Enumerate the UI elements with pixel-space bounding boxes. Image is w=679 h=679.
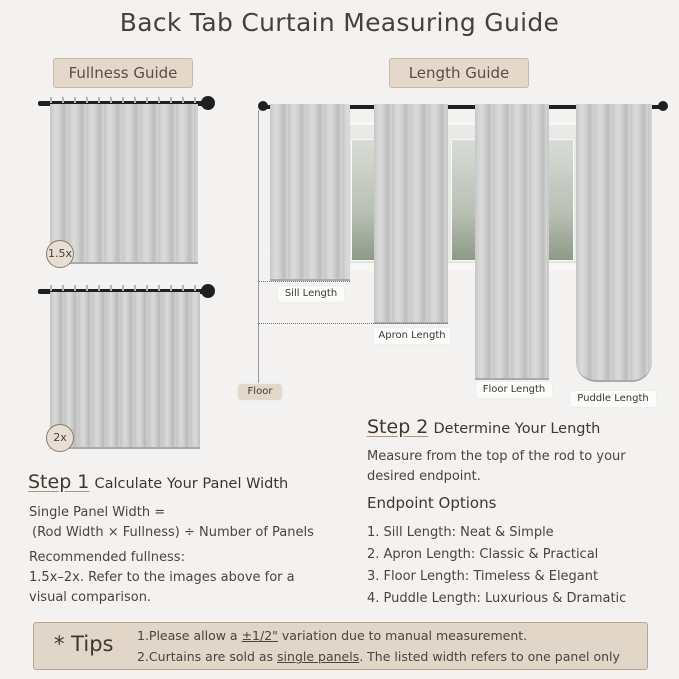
step-1-line: Single Panel Width = <box>29 505 166 520</box>
floor-line-label: Floor <box>238 384 282 400</box>
rod-finial <box>258 101 268 111</box>
sill-length-label: Sill Length <box>278 286 344 302</box>
curtain-panel <box>50 104 198 264</box>
fullness-guide-tag: Fullness Guide <box>53 58 193 88</box>
endpoint-option: 4. Puddle Length: Luxurious & Dramatic <box>367 591 627 606</box>
floor-length-curtain <box>475 104 549 380</box>
puddle-length-label: Puddle Length <box>570 391 656 407</box>
tip-text: 2.Curtains are sold as <box>137 649 278 664</box>
step-2-number: Step 2 <box>367 416 429 438</box>
endpoint-option: 2. Apron Length: Classic & Practical <box>367 547 599 562</box>
length-guide-tag: Length Guide <box>389 58 529 88</box>
sill-line <box>258 281 350 282</box>
step-2-heading <box>367 416 600 438</box>
apron-length-curtain <box>374 104 448 324</box>
step-2-line: desired endpoint. <box>367 469 481 484</box>
step-1-number: Step 1 <box>28 471 90 493</box>
floor-length-label: Floor Length <box>476 382 552 398</box>
step-1-recommendation <box>29 548 339 608</box>
window-pane <box>547 139 574 261</box>
tip-emphasis: single panels <box>277 649 360 664</box>
tip-text: 1.Please allow a <box>137 628 242 643</box>
curtain-panel <box>50 292 200 449</box>
tip-emphasis: ±1/2" <box>241 628 278 643</box>
endpoint-option: 1. Sill Length: Neat & Simple <box>367 525 554 540</box>
sill-length-curtain <box>270 104 350 281</box>
endpoint-options-title: Endpoint Options <box>367 494 497 512</box>
rod-finial <box>658 101 668 111</box>
endpoint-option: 3. Floor Length: Timeless & Elegant <box>367 569 599 584</box>
endpoint-options-list <box>367 522 667 610</box>
tip-1 <box>137 625 642 646</box>
step-1-title: Calculate Your Panel Width <box>94 476 289 492</box>
apron-length-label: Apron Length <box>374 328 450 344</box>
tips-list <box>137 625 642 667</box>
puddle-length-curtain <box>576 104 652 382</box>
step-1-line: 1.5x–2x. Refer to the images above for a <box>29 570 295 585</box>
tip-text: variation due to manual measurement. <box>277 628 528 643</box>
tip-text: . The listed width refers to one panel only <box>359 649 620 664</box>
page-title: Back Tab Curtain Measuring Guide <box>119 8 560 37</box>
tip-2 <box>137 646 642 667</box>
rod-finial <box>201 96 215 110</box>
step-1-line: Recommended fullness: <box>29 550 185 565</box>
step-1-line: visual comparison. <box>29 590 152 605</box>
back-tabs <box>50 285 200 291</box>
apron-line <box>258 323 448 324</box>
measure-line <box>258 110 259 390</box>
rod-finial <box>201 284 215 298</box>
tips-box <box>33 622 648 670</box>
step-1-formula <box>29 503 339 543</box>
step-2-title: Determine Your Length <box>433 421 601 437</box>
back-tabs <box>50 97 198 103</box>
fullness-badge-2x: 2x <box>46 424 74 452</box>
step-1-line: (Rod Width × Fullness) ÷ Number of Panels <box>32 525 314 540</box>
step-1-heading <box>28 471 288 493</box>
tips-label: * Tips <box>54 632 114 656</box>
fullness-badge-1-5x: 1.5x <box>46 240 74 268</box>
step-2-description <box>367 447 667 487</box>
step-2-line: Measure from the top of the rod to your <box>367 449 626 464</box>
